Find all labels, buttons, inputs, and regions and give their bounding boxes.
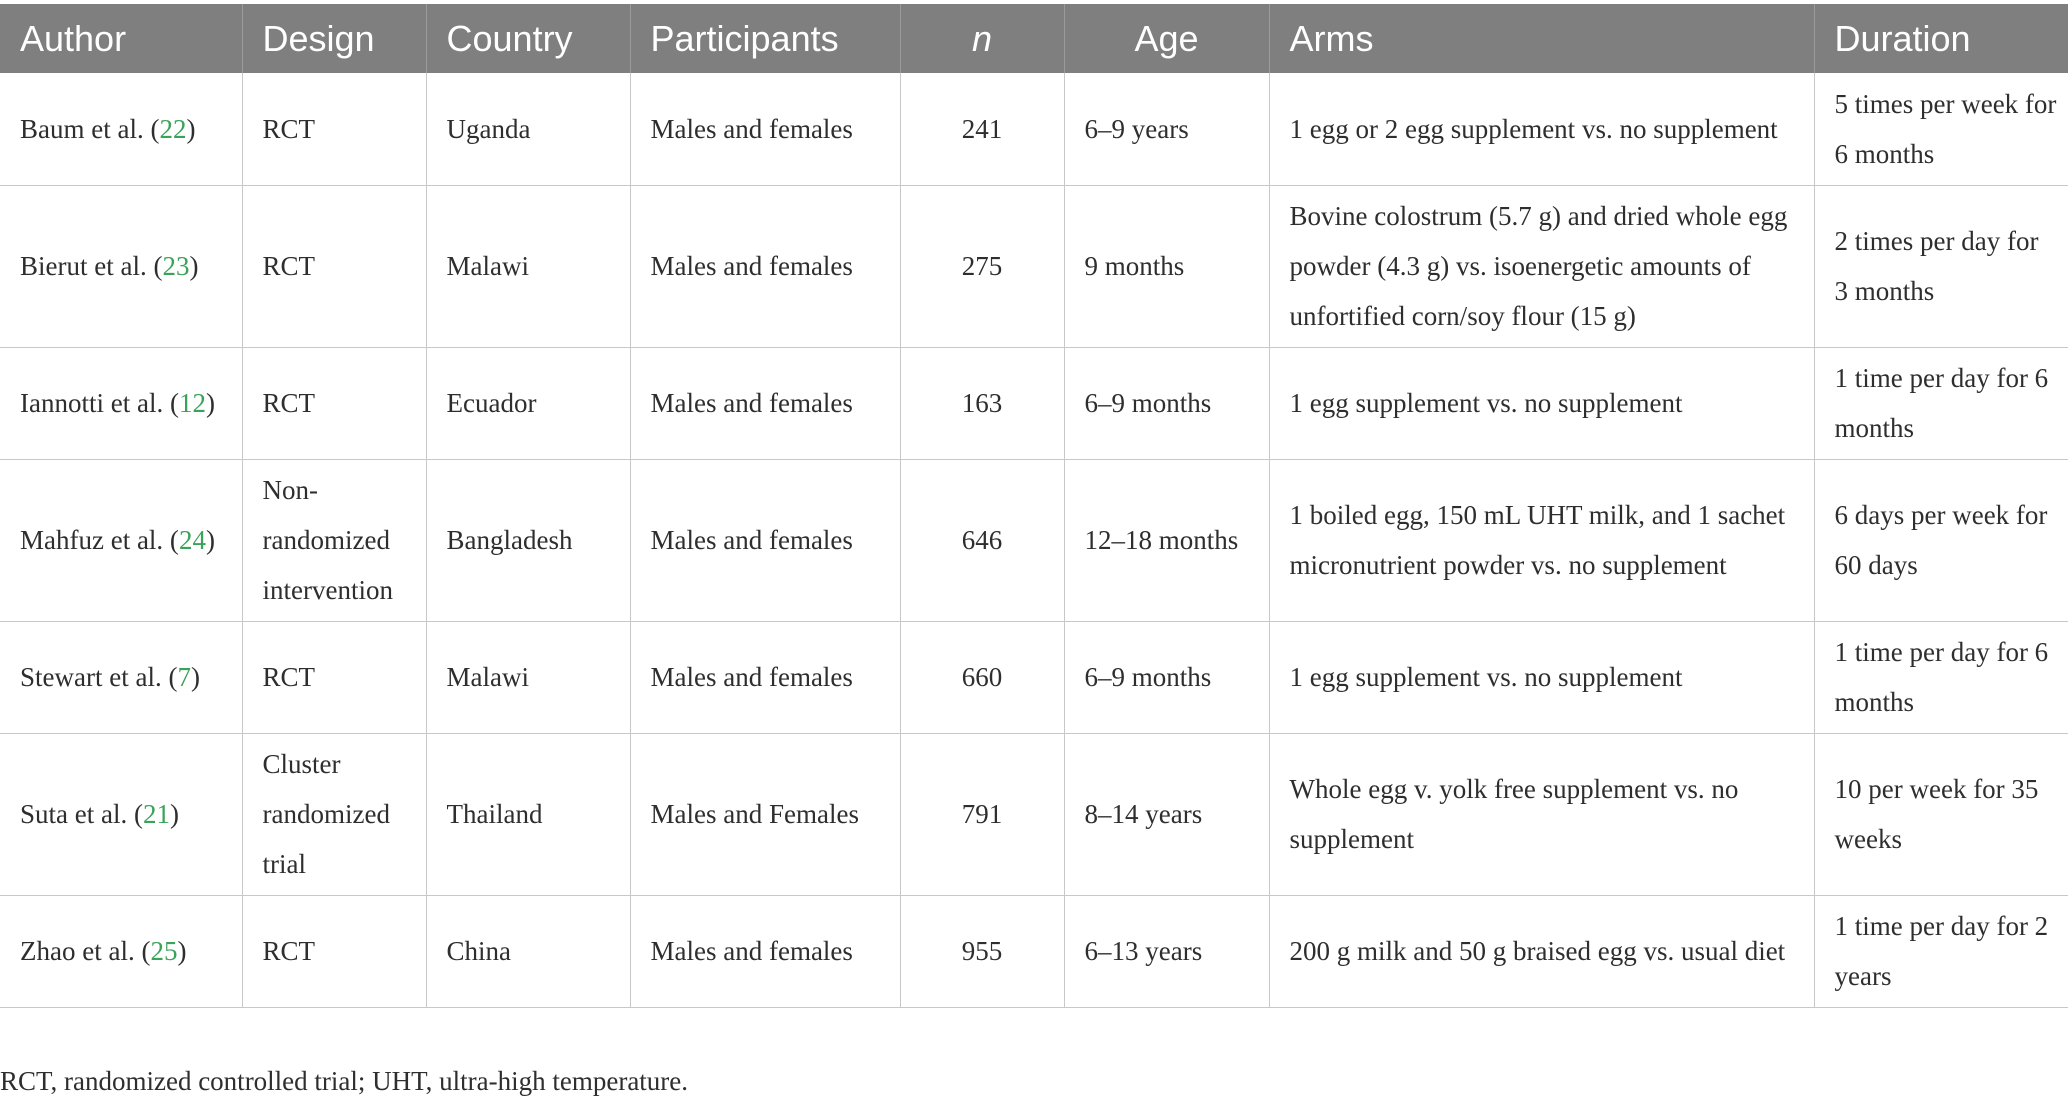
header-age: Age <box>1064 4 1269 73</box>
cell-age: 6–13 years <box>1064 895 1269 1007</box>
cell-participants: Males and females <box>630 459 900 621</box>
cell-duration: 1 time per day for 6 months <box>1814 621 2068 733</box>
cell-duration: 1 time per day for 2 years <box>1814 895 2068 1007</box>
table-row <box>0 895 2068 1007</box>
header-n: n <box>900 4 1064 73</box>
cell-author <box>0 459 242 621</box>
header-author: Author <box>0 4 242 73</box>
reference-link[interactable]: 25 <box>150 936 178 966</box>
cell-n: 955 <box>900 895 1064 1007</box>
reference-link[interactable]: 21 <box>142 799 170 829</box>
cell-arms: 1 boiled egg, 150 mL UHT milk, and 1 sachet micronutrient powder vs. no supplement <box>1269 459 1814 621</box>
cell-country: China <box>426 895 630 1007</box>
study-characteristics-table <box>0 4 2068 1008</box>
reference-link[interactable]: 22 <box>159 113 187 144</box>
table-row <box>0 621 2068 733</box>
table-row <box>0 73 2068 185</box>
cell-country: Malawi <box>426 621 630 733</box>
cell-design: RCT <box>242 621 426 733</box>
cell-design: RCT <box>242 73 426 185</box>
cell-country: Ecuador <box>426 347 630 459</box>
header-country: Country <box>426 4 630 73</box>
reference-link[interactable]: 12 <box>178 388 206 418</box>
cell-design: RCT <box>242 347 426 459</box>
cell-country: Thailand <box>426 733 630 895</box>
cell-duration: 5 times per week for 6 months <box>1814 73 2068 185</box>
cell-participants: Males and females <box>630 895 900 1007</box>
author-name: Mahfuz et al. ( <box>20 525 179 555</box>
author-close: ) <box>189 251 199 281</box>
cell-author <box>0 73 242 185</box>
table-header-row <box>0 4 2068 73</box>
cell-participants: Males and females <box>630 347 900 459</box>
table-row <box>0 347 2068 459</box>
cell-author <box>0 733 242 895</box>
cell-author <box>0 895 242 1007</box>
cell-n: 646 <box>900 459 1064 621</box>
cell-age: 12–18 months <box>1064 459 1269 621</box>
table-row <box>0 733 2068 895</box>
cell-participants: Males and females <box>630 73 900 185</box>
author-name: Suta et al. ( <box>20 799 143 829</box>
author-close: ) <box>205 388 215 418</box>
cell-arms: 1 egg supplement vs. no supplement <box>1269 347 1814 459</box>
cell-country: Uganda <box>426 73 630 185</box>
cell-design: Cluster randomized trial <box>242 733 426 895</box>
cell-duration: 10 per week for 35 weeks <box>1814 733 2068 895</box>
cell-arms: 1 egg supplement vs. no supplement <box>1269 621 1814 733</box>
cell-age: 6–9 months <box>1064 347 1269 459</box>
cell-participants: Males and females <box>630 185 900 347</box>
cell-arms: Whole egg v. yolk free supplement vs. no supplement <box>1269 733 1814 895</box>
cell-age: 6–9 months <box>1064 621 1269 733</box>
author-close: ) <box>186 113 196 144</box>
cell-design: RCT <box>242 895 426 1007</box>
cell-age: 8–14 years <box>1064 733 1269 895</box>
author-name: Bierut et al. ( <box>20 251 163 281</box>
cell-arms: 200 g milk and 50 g braised egg vs. usual diet <box>1269 895 1814 1007</box>
author-name: Zhao et al. ( <box>20 936 151 966</box>
cell-n: 660 <box>900 621 1064 733</box>
author-name: Iannotti et al. ( <box>20 388 179 418</box>
cell-author <box>0 347 242 459</box>
reference-link[interactable]: 24 <box>178 525 206 555</box>
header-duration: Duration <box>1814 4 2068 73</box>
cell-n: 791 <box>900 733 1064 895</box>
cell-n: 163 <box>900 347 1064 459</box>
author-name: Stewart et al. ( <box>20 662 178 692</box>
cell-age: 9 months <box>1064 185 1269 347</box>
author-name: Baum et al. ( <box>20 113 160 144</box>
author-close: ) <box>190 662 200 692</box>
author-close: ) <box>205 525 215 555</box>
reference-link[interactable]: 23 <box>162 251 190 281</box>
cell-arms: Bovine colostrum (5.7 g) and dried whole egg powder (4.3 g) vs. isoenergetic amounts of unfortified corn/soy flour (15 g) <box>1269 185 1814 347</box>
table-footnote: RCT, randomized controlled trial; UHT, ultra-high temperature. <box>0 1066 689 1096</box>
study-table-container <box>0 4 2068 1008</box>
cell-participants: Males and females <box>630 621 900 733</box>
table-row <box>0 185 2068 347</box>
cell-duration: 1 time per day for 6 months <box>1814 347 2068 459</box>
cell-duration: 2 times per day for 3 months <box>1814 185 2068 347</box>
author-close: ) <box>177 936 187 966</box>
cell-n: 241 <box>900 73 1064 185</box>
cell-design: Non-randomized intervention <box>242 459 426 621</box>
cell-country: Bangladesh <box>426 459 630 621</box>
cell-design: RCT <box>242 185 426 347</box>
header-arms: Arms <box>1269 4 1814 73</box>
cell-n: 275 <box>900 185 1064 347</box>
cell-participants: Males and Females <box>630 733 900 895</box>
cell-author <box>0 621 242 733</box>
cell-country: Malawi <box>426 185 630 347</box>
table-row <box>0 459 2068 621</box>
reference-link[interactable]: 7 <box>177 662 191 692</box>
cell-age: 6–9 years <box>1064 73 1269 185</box>
header-participants: Participants <box>630 4 900 73</box>
cell-duration: 6 days per week for 60 days <box>1814 459 2068 621</box>
cell-arms: 1 egg or 2 egg supplement vs. no supplement <box>1269 73 1814 185</box>
author-close: ) <box>169 799 179 829</box>
header-design: Design <box>242 4 426 73</box>
cell-author <box>0 185 242 347</box>
